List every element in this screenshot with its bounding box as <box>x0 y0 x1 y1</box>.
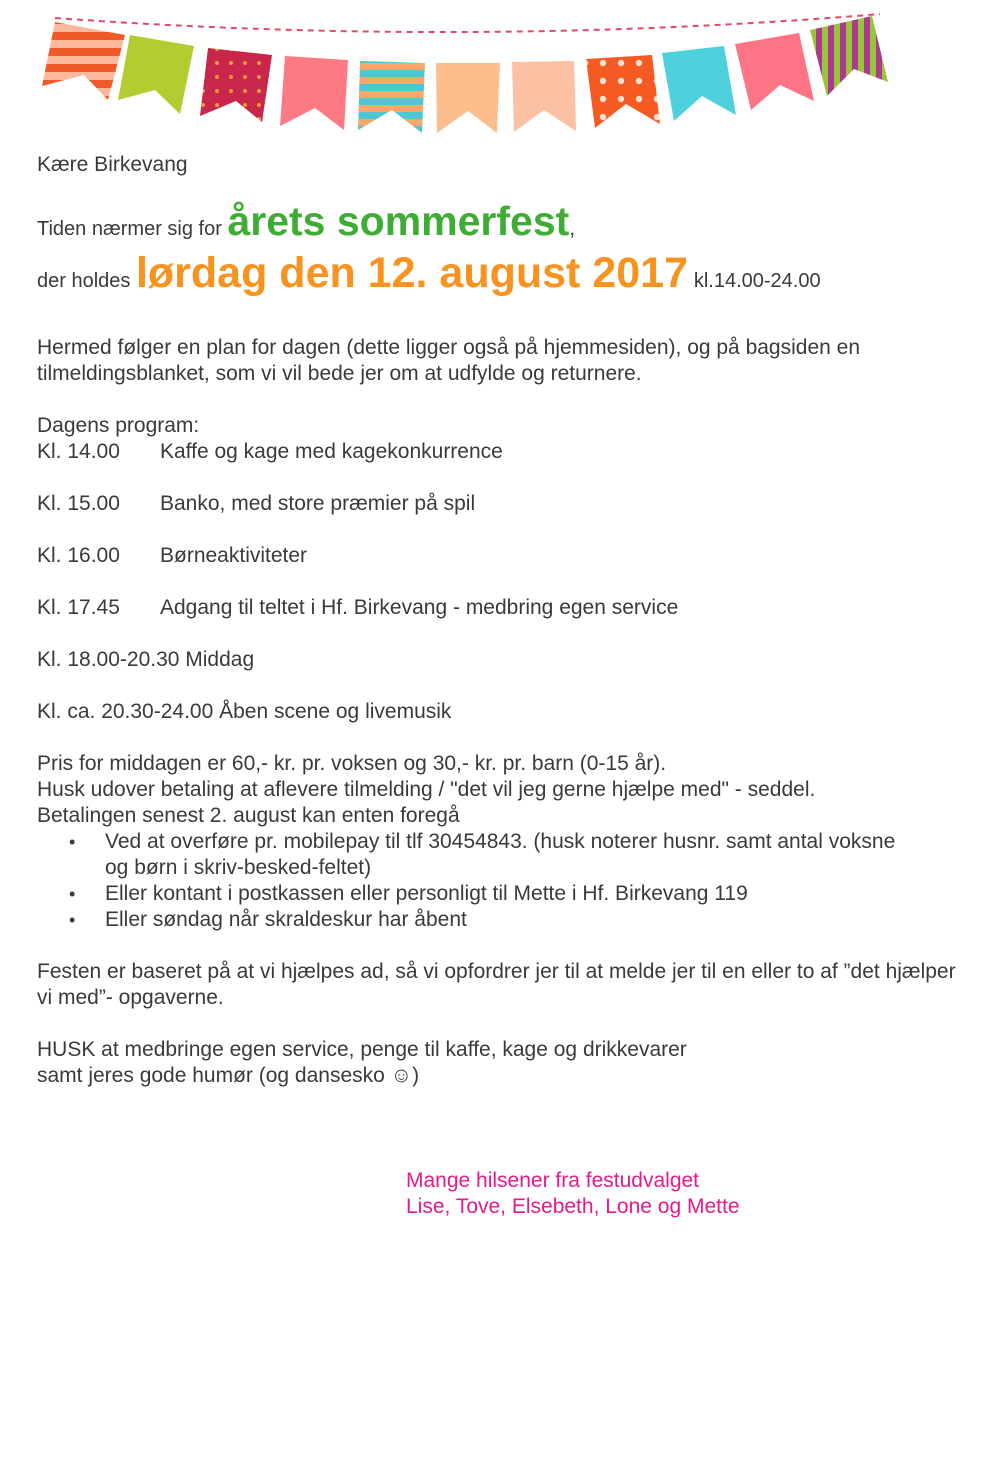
price-text: Pris for middagen er 60,- kr. pr. voksen og 30,- kr. pr. barn (0-15 år). <box>37 752 667 775</box>
program-time: Kl. 14.00 <box>37 440 120 463</box>
bunting-banner <box>0 0 1000 150</box>
flag-11 <box>810 16 888 96</box>
event-date: lørdag den 12. august 2017 <box>135 249 688 297</box>
headline-comma: , <box>569 217 576 240</box>
flag-4 <box>280 56 348 130</box>
remember-paragraph <box>37 1037 957 1089</box>
pricing-section <box>37 751 957 933</box>
program-item <box>37 491 957 517</box>
payment-deadline: Betalingen senest 2. august kan enten foregå <box>37 804 460 827</box>
remember-line-2: samt jeres gode humør (og dansesko ☺) <box>37 1064 420 1087</box>
program-music: Kl. ca. 20.30-24.00 Åben scene og livemusik <box>37 700 452 723</box>
program-activity: Banko, med store præmier på spil <box>160 492 476 515</box>
program-item <box>37 543 957 569</box>
program-time: Kl. 15.00 <box>37 492 120 515</box>
event-name: årets sommerfest <box>227 198 570 244</box>
flag-8 <box>586 55 660 128</box>
flag-2 <box>118 35 194 114</box>
program-time: Kl. 17.45 <box>37 596 120 619</box>
program-heading: Dagens program: <box>37 414 200 437</box>
flag-9 <box>662 46 736 121</box>
program-dinner: Kl. 18.00-20.30 Middag <box>37 648 255 671</box>
flag-7 <box>512 61 576 132</box>
payment-option: • Eller kontant i postkassen eller personligt til Mette i Hf. Birkevang 119 <box>105 881 905 907</box>
headline-line-1 <box>37 198 576 244</box>
payment-option: • Eller søndag når skraldeskur har åbent <box>105 907 905 933</box>
program-activity: Kaffe og kage med kagekonkurrence <box>160 440 503 463</box>
registration-reminder: Husk udover betaling at aflevere tilmelding / "det vil jeg gerne hjælpe med" - seddel. <box>37 778 816 801</box>
flag-3 <box>200 48 272 122</box>
flag-10 <box>735 33 814 110</box>
headline-prefix-2: der holdes <box>37 270 136 292</box>
program-item <box>37 439 957 465</box>
program-activity: Adgang til teltet i Hf. Birkevang - medbring egen service <box>160 596 679 619</box>
banner-string <box>55 14 880 32</box>
intro-paragraph: Hermed følger en plan for dagen (dette ligger også på hjemmesiden), og på bagsiden en tilmeldingsblanket, som vi vil bede jer om at udfylde og returnere. <box>37 336 861 385</box>
headline-line-2 <box>37 249 821 297</box>
payment-option: • Ved at overføre pr. mobilepay til tlf 30454843. (husk noterer husnr. samt antal voksne og børn i skriv-besked-feltet) <box>105 829 905 881</box>
headline-prefix-1: Tiden nærmer sig for <box>37 218 228 240</box>
program-item <box>37 595 957 621</box>
signature-names: Lise, Tove, Elsebeth, Lone og Mette <box>406 1195 740 1218</box>
signature <box>406 1168 740 1220</box>
flag-1 <box>42 22 125 100</box>
signature-greeting: Mange hilsener fra festudvalget <box>406 1169 700 1192</box>
remember-line-1: HUSK at medbringe egen service, penge til kaffe, kage og drikkevarer <box>37 1038 687 1061</box>
flag-6 <box>436 63 500 133</box>
program-section <box>37 413 957 725</box>
payment-options <box>37 829 957 933</box>
flag-5 <box>358 61 425 133</box>
volunteer-paragraph: Festen er baseret på at vi hjælpes ad, så vi opfordrer jer til at melde jer til en eller to af ”det hjælper vi med”- opgaverne. <box>37 960 956 1009</box>
invitation-letter <box>37 150 967 1218</box>
greeting: Kære Birkevang <box>37 153 188 176</box>
program-time: Kl. 16.00 <box>37 544 120 567</box>
program-activity: Børneaktiviteter <box>160 544 308 567</box>
event-time: kl.14.00-24.00 <box>693 270 821 292</box>
